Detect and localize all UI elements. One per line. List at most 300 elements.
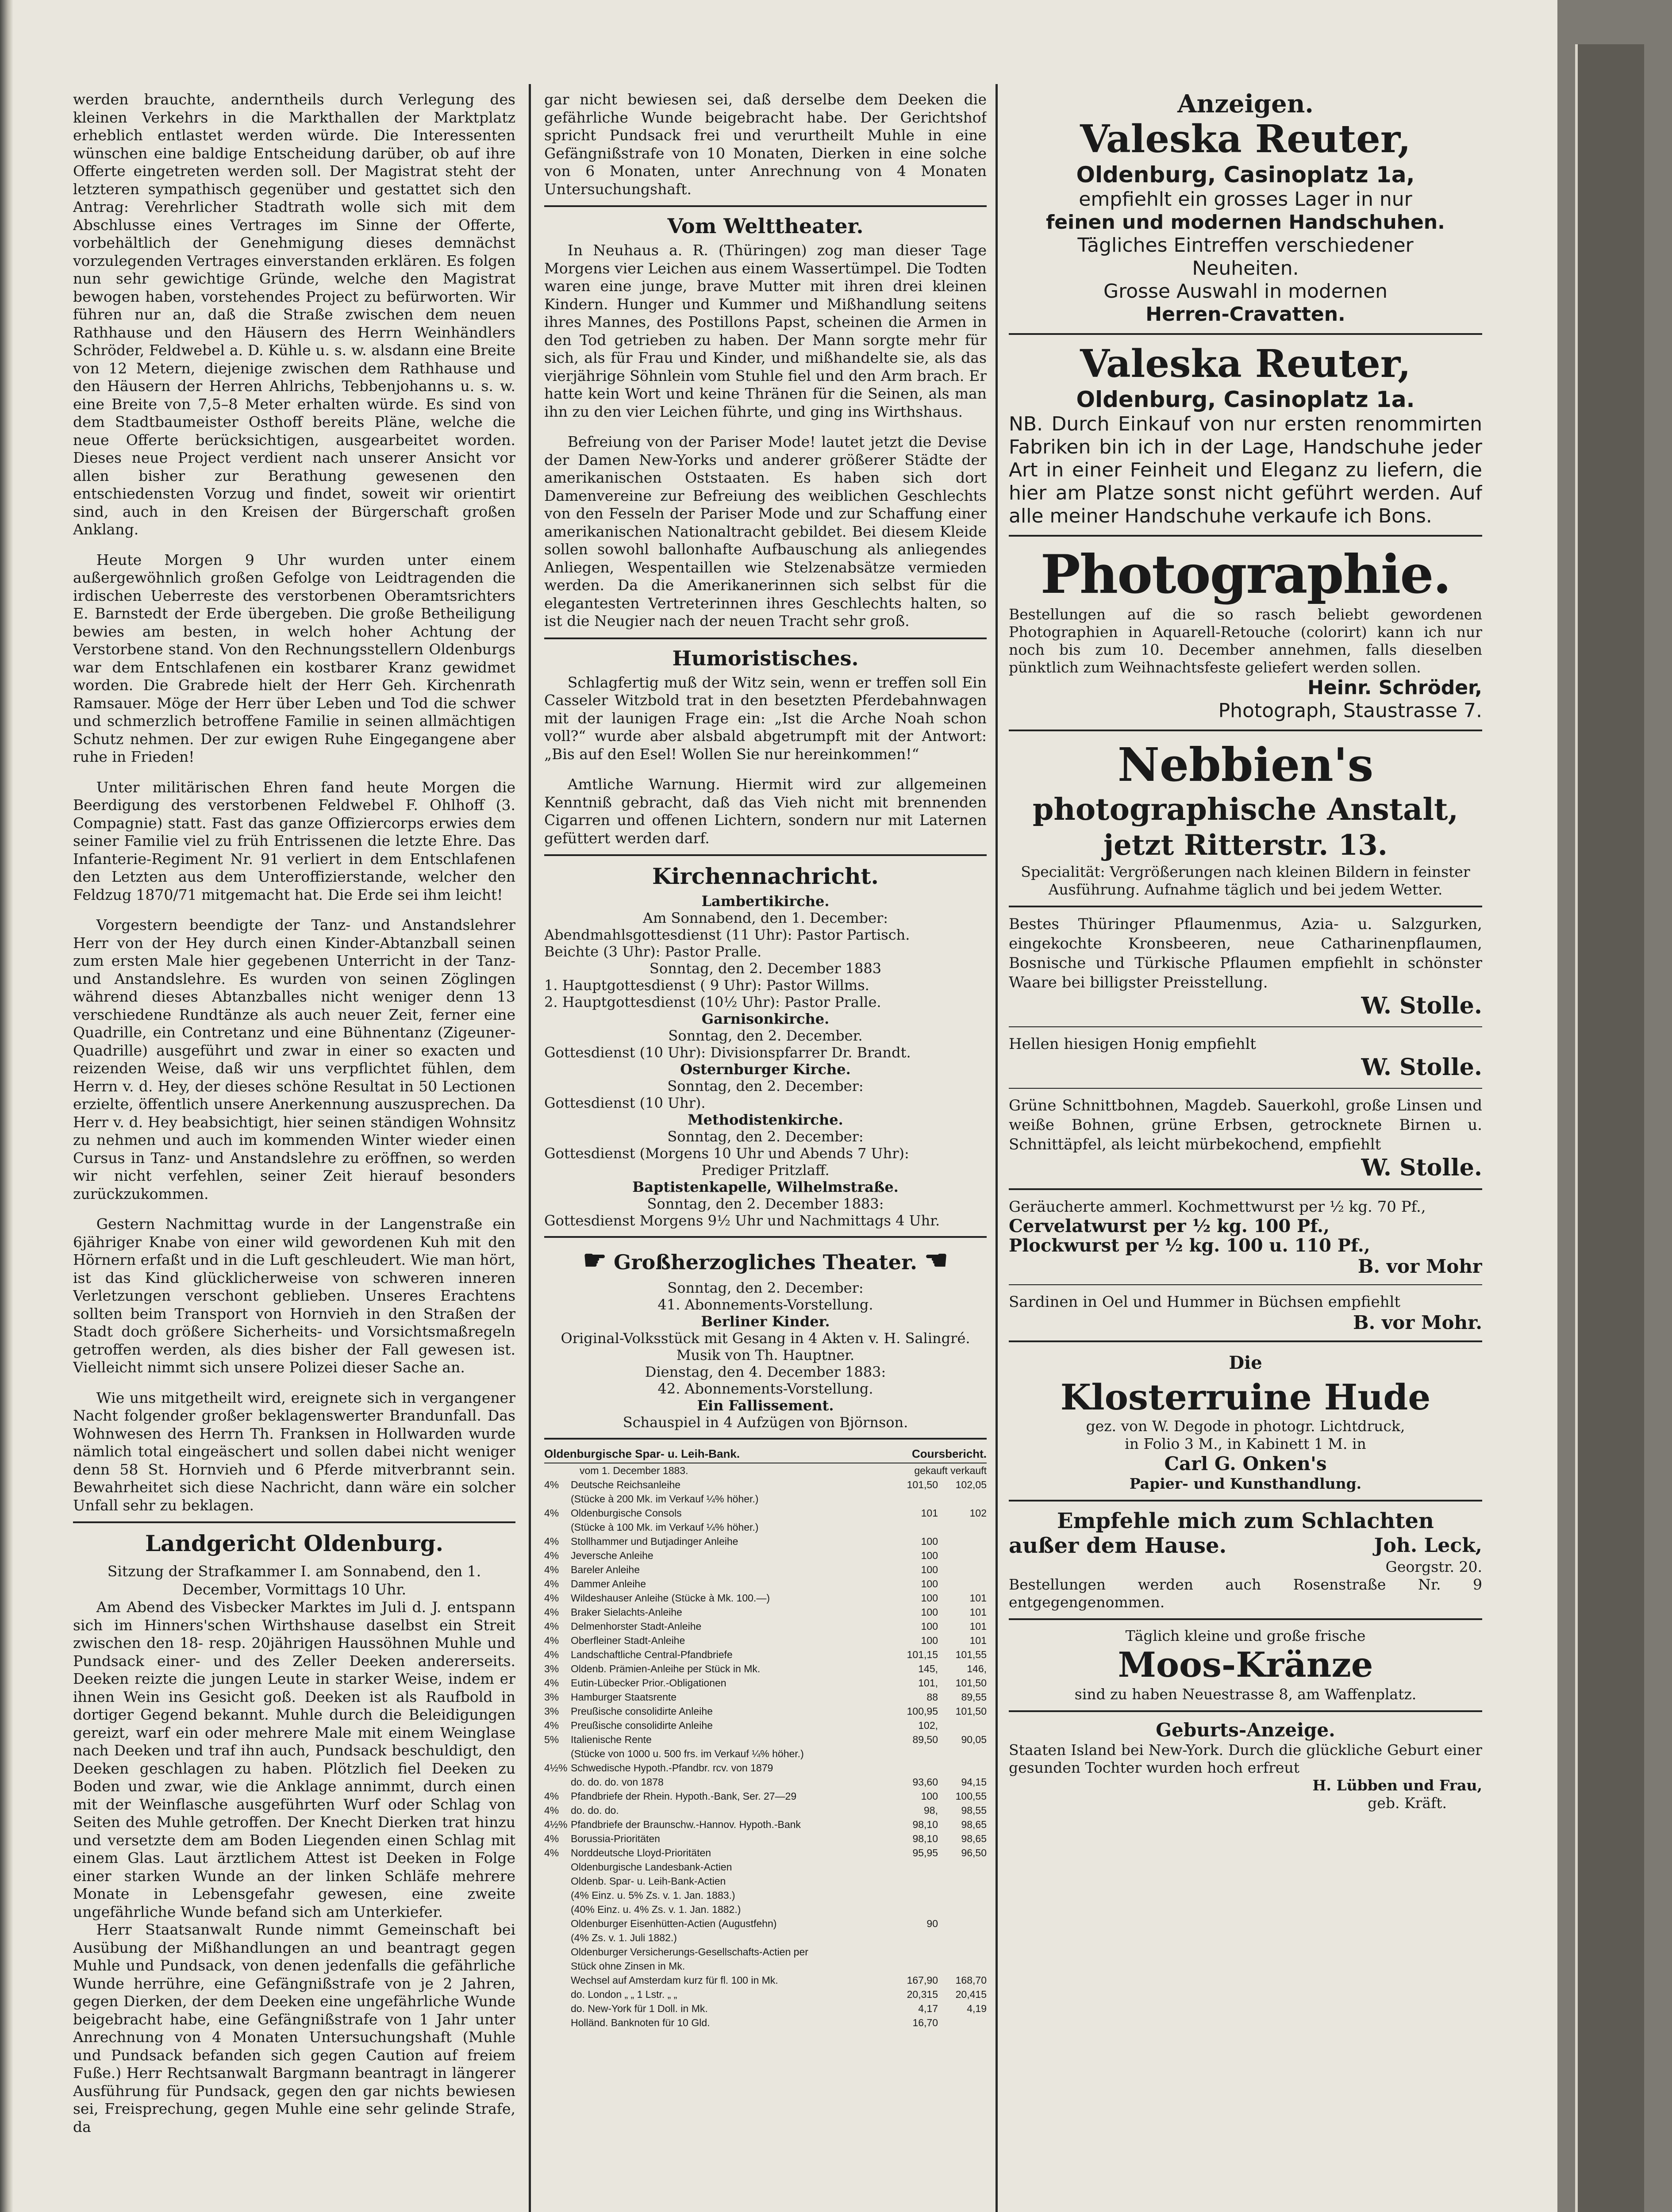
rate-cell [544, 1916, 571, 1931]
bid-cell: 100 [921, 1606, 938, 1618]
ad-reuter-line: Grosse Auswahl in modernen [1103, 280, 1388, 303]
ad-stolle-text: Bestes Thüringer Pflaumenmus, Azia- u. Salzgurken, eingekochte Kronsbeeren, neue Catharinenpflaumen, Bosnische und Türkische Pflaumen empfiehlt in schönster Waare bei billigster Preisstellung. [1009, 915, 1482, 991]
section-divider [544, 1438, 987, 1440]
ask-cell [938, 1916, 987, 1931]
ask-cell [938, 1874, 987, 1888]
table-row [544, 1817, 987, 1832]
ad-geburt-signature: H. Lübben und Frau, [1312, 1777, 1482, 1794]
ad-moos-title: Moos-Kränze [1118, 1645, 1373, 1685]
ask-cell: 100,55 [955, 1790, 987, 1802]
ask-cell: 4,19 [967, 2003, 987, 2014]
name-cell: Wechsel auf Amsterdam kurz für fl. 100 in Mk. [571, 1974, 778, 1986]
name-cell: Pfandbriefe der Braunschw.-Hannov. Hypoth.-Bank [571, 1819, 801, 1830]
table-row [544, 1718, 987, 1732]
article-markthallen-continued: werden brauchte, anderntheils durch Verlegung des kleinen Verkehrs in die Markthallen der Marktplatz erheblich entlastet werden würde. Die Interessenten wünschen eine baldige Entscheidung darüber, ob auf ihre Offerte eingetreten werden soll. Der Magistrat steht der letzteren sympathisch gegenüber und gestattet sich den Antrag: Verehrlicher Stadtrath wolle sich mit dem Abschlusse eines Vertrages im Sinne der Offerte, vorbehältlich der Genehmigung dieses demnächst vorzulegenden Vertrages einverstanden erklären. Es folgen nun sehr gewichtige Gründe, welche den Magistrat bewogen haben, vorstehendes Project zu befürworten. Wir führen nur an, daß die Straße zwischen dem neuen Rathhause und den Häusern des Herrn Weinhändlers Schröder, Feldwebel a. D. Kühle u. s. w. alsdann eine Breite von 12 Metern, diejenige zwischen dem Rathhause und den Häusern der Herren Ahlrichs, Tebbenjohanns u. s. w. eine Breite von 7,5–8 Meter erhalten würde. Es sind von dem Stadtbaumeister Osthoff bereits Pläne, welche die neue Offerte berücksichtigen, ausgearbeitet worden. Dieses neue Project verdient nach unserer Ansicht vor allen bisher zur Berathung gewesenen den entschiedensten Vorzug und findet, soweit wir orientirt sind, auch in den Kreisen der Bürgerschaft großen Anklang. [73, 91, 515, 538]
ad-valeska-reuter-2 [1009, 342, 1482, 528]
ask-cell [938, 1520, 987, 1534]
name-cell: Dammer Anleihe [571, 1578, 646, 1590]
ad-kloster-firm-sub: Papier- und Kunsthandlung. [1129, 1475, 1362, 1492]
list-item: Prediger Pritzlaff. [701, 1162, 830, 1179]
article-fire: Wie uns mitgetheilt wird, ereignete sich in vergangener Nacht folgender großer beklagenswerter Brandunfall. Das Wohnwesen des Herrn Th. Franksen in Hollwarden wurde nämlich total eingeäschert und sollen dabei nicht weniger denn 58 St. Hornvieh und 6 Pferde mitverbrannt sein. Bewahrheitet sich diese Nachricht, dann wäre ein solcher Unfall sehr zu beklagen. [73, 1389, 515, 1514]
table-row [544, 1747, 987, 1761]
ad-stolle-2 [1009, 1034, 1482, 1081]
name-cell: (Stücke von 1000 u. 500 frs. im Verkauf ¼% höher.) [571, 1748, 804, 1759]
bid-cell [889, 1902, 938, 1916]
table-row [544, 1775, 987, 1789]
ad-nebbien-title: Nebbien's [1117, 737, 1374, 792]
ad-divider [1009, 1710, 1482, 1712]
ask-cell: 101 [969, 1592, 987, 1604]
ask-cell [938, 1931, 987, 1945]
table-row [544, 1662, 987, 1676]
list-item: 42. Abonnements-Vorstellung. [657, 1380, 873, 1397]
ad-photo-title: Photographie. [1040, 543, 1451, 606]
ask-cell: 98,55 [961, 1805, 987, 1816]
ad-schlachten-headline-2: außer dem Hause. [1009, 1533, 1227, 1558]
list-item: Gottesdienst (Morgens 10 Uhr und Abends 7 Uhr): [544, 1145, 909, 1162]
name-cell: Italienische Rente [571, 1734, 652, 1745]
list-item: Sonntag, den 2. December 1883: [647, 1195, 884, 1212]
ad-nebbien [1009, 738, 1482, 899]
report-date: vom 1. December 1883. [580, 1465, 688, 1476]
rate-cell: 4% [544, 1621, 559, 1632]
exchange-rate-rows [544, 1478, 987, 2030]
ad-schlachten-text: Bestellungen werden auch Rosenstraße Nr. 9 entgegengenommen. [1009, 1576, 1482, 1611]
rate-cell: 5% [544, 1734, 559, 1745]
joke-schlagfertig: Schlagfertig muß der Witz sein, wenn er treffen soll Ein Casseler Witzbold trat in den besetzten Pferdebahnwagen mit der launigen Frage ein: „Ist die Arche Noah schon voll?“ wurde aber alsbald abgetrumpft mit der Antwort: „Bis auf den Esel! Wollen Sie nur hereinkommen!“ [544, 673, 987, 763]
ask-cell [938, 1718, 987, 1732]
rate-cell: 3% [544, 1663, 559, 1674]
ask-cell: 98,65 [961, 1833, 987, 1844]
ad-divider [1009, 333, 1482, 335]
ad-nebbien-address: jetzt Ritterstr. 13. [1103, 829, 1388, 862]
ask-cell: 20,415 [955, 1989, 987, 2000]
name-cell: Stollhammer und Butjadinger Anleihe [571, 1536, 738, 1547]
exchange-rate-table [544, 1447, 987, 2030]
name-cell: Oldenb. Prämien-Anleihe per Stück in Mk. [571, 1663, 761, 1674]
list-item: 1. Hauptgottesdienst ( 9 Uhr): Pastor Willms. [544, 977, 869, 994]
ad-schlachten [1009, 1509, 1482, 1611]
rate-cell [544, 1931, 571, 1945]
list-item: Gottesdienst (10 Uhr): Divisionspfarrer Dr. Brandt. [544, 1044, 911, 1061]
article-neuhaus: In Neuhaus a. R. (Thüringen) zog man dieser Tage Morgens vier Leichen aus einem Wassertümpel. Die Todten waren eine junge, brave Mutter mit ihren drei kleinen Kindern. Hunger und Kummer und Mißhandlung seitens ihres Mannes, des Postillons Papst, scheinen die Armen in den Tod getrieben zu haben. Der Mann sorgte mehr für sich, als für Frau und Kinder, und mißhandelte sie, als das vierjährige Söhnlein vom Stuhle fiel und den Arm brach. Er hatte kein Wort und keine Thränen für die Seinen, als man ihn zu den vier Leichen führte, und ging ins Wirthshaus. [544, 242, 987, 420]
bid-cell: 100 [921, 1564, 938, 1575]
rate-cell [544, 2001, 571, 2016]
list-item: Gottesdienst (10 Uhr). [544, 1094, 706, 1111]
ad-stolle-signature: W. Stolle. [1361, 992, 1482, 1019]
name-cell: Oldenburgische Consols [571, 1507, 682, 1519]
ad-stolle-signature: W. Stolle. [1361, 1154, 1482, 1181]
book-cover-edge [1575, 44, 1644, 2212]
table-row [544, 1846, 987, 1860]
bid-cell: 100 [921, 1621, 938, 1632]
list-item: Beichte (3 Uhr): Pastor Pralle. [544, 943, 762, 960]
table-row [544, 1874, 987, 1888]
ask-cell: 98,65 [961, 1819, 987, 1830]
name-cell: Stück ohne Zinsen in Mk. [571, 1960, 685, 1972]
table-row [544, 1789, 987, 1803]
ask-cell: 146, [967, 1663, 987, 1674]
rate-cell: 3% [544, 1705, 559, 1717]
ad-divider [1009, 535, 1482, 537]
list-item: Sonntag, den 2. December: [667, 1128, 864, 1145]
name-cell: (Stücke à 200 Mk. im Verkauf ¼% höher.) [571, 1493, 759, 1505]
column-2 [544, 91, 987, 2030]
name-cell: Delmenhorster Stadt-Anleihe [571, 1621, 702, 1632]
bid-cell [889, 1860, 938, 1874]
list-heading: Ein Fallissement. [697, 1397, 834, 1414]
bid-cell [889, 1931, 938, 1945]
ad-kloster-die: Die [1229, 1352, 1262, 1373]
table-row [544, 1619, 987, 1633]
ad-divider [1009, 1284, 1482, 1285]
ask-cell: 101,55 [955, 1649, 987, 1660]
article-pariser-mode: Befreiung von der Pariser Mode! lautet jetzt die Devise der Damen New-Yorks und anderer größerer Städte der amerikanischen Oststaaten. Es haben sich dort Damenvereine zur Befreiung des weiblichen Geschlechts von den Fesseln der Pariser Mode und zur Schaffung einer amerikanischen Nationaltracht gebildet. Bei diesem Kleide sollen sowohl ballonhafte Aufbauschung als anliegendes Anliegen, Wespentaillen wie Stelzenabsätze vermieden werden. Da die Amerikanerinnen sich selbst für die elegantesten Vertreterinnen ihres Geschlechts halten, so ist die Neugier nach der neuen Tracht sehr groß. [544, 433, 987, 630]
list-item: 2. Hauptgottesdienst (10½ Uhr): Pastor Pralle. [544, 994, 881, 1010]
rate-cell: 4% [544, 1720, 559, 1731]
rate-cell [544, 1987, 571, 2001]
ad-moos-kraenze [1009, 1627, 1482, 1703]
bid-cell [889, 1945, 938, 1959]
bid-cell [889, 1874, 938, 1888]
bid-cell: 102, [918, 1720, 938, 1731]
name-cell: Braker Sielachts-Anleihe [571, 1606, 682, 1618]
name-cell: Oldenb. Spar- u. Leih-Bank-Actien [571, 1875, 726, 1887]
name-cell: Schwedische Hypoth.-Pfandbr. rcv. von 1879 [571, 1762, 773, 1774]
ad-mohr-signature: B. vor Mohr. [1353, 1312, 1482, 1333]
ask-cell: 101 [969, 1621, 987, 1632]
table-row [544, 1931, 987, 1945]
ask-cell: 101 [969, 1606, 987, 1618]
bid-cell: 95,95 [912, 1847, 938, 1859]
table-row [544, 1478, 987, 1492]
list-item: Sonntag, den 2. December: [667, 1279, 864, 1296]
name-cell: Bareler Anleihe [571, 1564, 640, 1575]
ask-cell: 89,55 [961, 1691, 987, 1703]
page-binding-shadow [0, 0, 13, 2212]
section-divider [544, 637, 987, 639]
bid-cell: 100 [921, 1592, 938, 1604]
ask-cell [938, 1577, 987, 1591]
section-title-kirchen: Kirchennachricht. [652, 863, 879, 889]
list-item: Schauspiel in 4 Aufzügen von Björnson. [623, 1414, 908, 1431]
bid-cell [889, 1761, 938, 1775]
ad-reuter-address: Oldenburg, Casinoplatz 1a. [1076, 387, 1415, 412]
bid-cell: 20,315 [907, 1989, 938, 2000]
joke-amtliche-warnung: Amtliche Warnung. Hiermit wird zur allgemeinen Kenntniß gebracht, daß das Vieh nicht mit brennenden Cigarren und offenen Lichtern, sondern nur mit Laternen gefüttert werden darf. [544, 776, 987, 847]
bid-cell: 98, [924, 1805, 938, 1816]
list-item: Abendmahlsgottesdienst (11 Uhr): Pastor Partisch. [544, 926, 910, 943]
ad-reuter-line: Herren-Cravatten. [1145, 303, 1345, 326]
table-row [544, 1506, 987, 1520]
ad-reuter-line: empfiehlt ein grosses Lager in nur [1079, 188, 1412, 211]
ask-cell [938, 1959, 987, 1973]
ad-photo-text: Bestellungen auf die so rasch beliebt gewordenen Photographien in Aquarell-Retouche (colorirt) kann ich nur noch bis zum 10. December annehmen, falls dieselben pünktlich zum Weihnachtsfeste geliefert werden sollen. [1009, 606, 1482, 676]
bid-cell: 100,95 [907, 1705, 938, 1717]
report-title: Coursbericht. [911, 1447, 987, 1460]
ad-reuter-name: Valeska Reuter, [1080, 117, 1411, 161]
ad-photographie [1009, 544, 1482, 722]
column-divider-1 [529, 84, 531, 2212]
church-service-list [544, 893, 987, 1229]
table-row [544, 1704, 987, 1718]
section-title-welttheater: Vom Welttheater. [667, 214, 864, 238]
list-heading: Lambertikirche. [701, 893, 830, 910]
ad-moos-post: sind zu haben Neuestrasse 8, am Waffenplatz. [1074, 1686, 1417, 1703]
ad-nebbien-text: Specialität: Vergrößerungen nach kleinen Bildern in feinster Ausführung. Aufnahme täglich und bei jedem Wetter. [1021, 863, 1470, 898]
ad-schlachten-row [1009, 1533, 1482, 1558]
rate-cell [544, 1888, 571, 1902]
court-report-part2: Herr Staatsanwalt Runde nimmt Gemeinschaft bei Ausübung der Mißhandlungen an und beantragt gegen Muhle und Pundsack, von denen jedenfalls die gefährliche Wunde herrühre, eine Gefängnißstrafe von je 2 Jahren, gegen Dierken, der dem Deeken eine ungefährliche Wunde beigebracht habe, eine Gefängnißstrafe von 1 Jahr unter Anrechnung von 4 Monaten Untersuchungshaft (Muhle und Pundsack befanden sich gegen Caution auf freiem Fuße.) Herr Rechtsanwalt Bargmann beantragt in längerer Ausführung für Pundsack, gegen den gar nichts bewiesen sei, Freisprechung, gegen Muhle eine sehr gelinde Strafe, da [73, 1921, 515, 2135]
rate-cell [544, 1902, 571, 1916]
table-row [544, 1647, 987, 1662]
list-item: Sonntag, den 2. December. [668, 1027, 863, 1044]
ask-cell [938, 1761, 987, 1775]
list-item: Sonntag, den 2. December: [667, 1078, 864, 1094]
name-cell: do. do. do. von 1878 [571, 1776, 664, 1788]
ad-vor-mohr-wurst [1009, 1197, 1482, 1277]
ad-mohr-signature: B. vor Mohr [1357, 1256, 1482, 1277]
list-heading: Osternburger Kirche. [680, 1061, 851, 1078]
table-row [544, 1916, 987, 1931]
ad-geburt-text: Staaten Island bei New-York. Durch die glückliche Geburt einer gesunden Tochter wurden hoch erfreut [1009, 1741, 1482, 1776]
name-cell: Preußische consolidirte Anleihe [571, 1705, 713, 1717]
article-barnstedt-funeral: Heute Morgen 9 Uhr wurden unter einem außergewöhnlich großen Gefolge von Leidtragenden die irdischen Ueberreste des verstorbenen Oberamtsrichters E. Barnstedt der Erde übergeben. Die große Betheiligung bewies am besten, in welch hoher Achtung der Verstorbene stand. Von den Rechnungsstellern Oldenburgs war dem Entschlafenen ein kostbarer Kranz gewidmet worden. Die Grabrede hielt der Herr Geh. Kirchenrath Ramsauer. Möge der Herr über Leben und Tod die schwer und schmerzlich betroffene Familie in seinen allmächtigen Schutz nehmen. Der zur ewigen Ruhe Eingegangene aber ruhe in Frieden! [73, 551, 515, 765]
ask-cell [938, 2016, 987, 2030]
rate-cell [544, 2016, 571, 2030]
bid-cell: 100 [921, 1635, 938, 1646]
article-dance-teacher: Vorgestern beendigte der Tanz- und Anstandslehrer Herr von der Hey durch einen Kinder-Abtanzball seinen zum ersten Male hier gegebenen Unterricht in der Tanz- und Anstandslehre. Es wurden von seinen Zöglingen während dieses Abtanzballes nicht weniger denn 13 verschiedene Rundtänze als auch neuer Zeit, ferner eine Quadrille, ein Contretanz und eine Bühnentanz (Zigeuner-Quadrille) ausgeführt und zwar in einer so exacten und reizenden Weise, daß wir uns verpflichtet fühlen, dem Herrn v. d. Hey, der dieses schöne Resultat in 50 Lectionen erzielte, öffentlich unsere Anerkennung auszusprechen. Da Herr v. d. Hey beabsichtigt, hier seinen ständigen Wohnsitz zu nehmen und auch im kommenden Winter wieder einen Cursus in Tanz- und Anstandslehre zu eröffnen, so werden wir nicht verfehlen, seiner Zeit hierauf besonders zurückzukommen. [73, 916, 515, 1202]
ad-divider [1009, 1088, 1482, 1089]
list-heading: Baptistenkapelle, Wilhelmstraße. [632, 1179, 899, 1195]
bid-cell: 89,50 [912, 1734, 938, 1745]
ask-cell: 90,05 [961, 1734, 987, 1745]
ad-geburt-signature-2: geb. Kräft. [1368, 1794, 1447, 1812]
ad-schlachten-address: Georgstr. 20. [1385, 1558, 1482, 1575]
table-row [544, 1860, 987, 1874]
rate-cell [544, 1945, 571, 1959]
ad-divider [1009, 1188, 1482, 1190]
list-item: Am Sonnabend, den 1. December: [642, 910, 888, 926]
name-cell: Oldenburger Eisenhütten-Actien (Augustfehn) [571, 1918, 777, 1929]
rate-cell: 3% [544, 1691, 559, 1703]
table-row [544, 1959, 987, 1973]
rate-cell: 4% [544, 1677, 559, 1689]
name-cell: Oberfleiner Stadt-Anleihe [571, 1635, 685, 1646]
ad-wurst-line: Plockwurst per ½ kg. 100 u. 110 Pf., [1009, 1235, 1370, 1256]
list-item: 41. Abonnements-Vorstellung. [657, 1296, 873, 1313]
court-session-line: Sitzung der Strafkammer I. am Sonnabend, den 1. December, Vormittags 10 Uhr. [107, 1563, 481, 1598]
bid-cell: 101, [918, 1677, 938, 1689]
rate-cell [544, 1959, 571, 1973]
name-cell: do. New-York für 1 Doll. in Mk. [571, 2003, 708, 2014]
ask-cell [938, 1548, 987, 1563]
bid-cell: 167,90 [907, 1974, 938, 1986]
ask-cell [938, 1860, 987, 1874]
rate-cell: 4% [544, 1592, 559, 1604]
ask-cell [938, 1492, 987, 1506]
rate-cell: 4% [544, 1479, 559, 1490]
ad-reuter-line: feinen und modernen Handschuhen. [1046, 211, 1445, 234]
ad-reuter-text: NB. Durch Einkauf von nur ersten renommirten Fabriken bin ich in der Lage, Handschuhe jeder Art in einer Feinheit und Eleganz zu liefern, die hier am Platze sonst nicht geführt werden. Auf alle meiner Handschuhe verkaufe ich Bons. [1009, 413, 1482, 527]
rate-cell: 4% [544, 1635, 559, 1646]
ask-cell: 168,70 [955, 1974, 987, 1986]
ask-cell: 102,05 [955, 1479, 987, 1490]
rate-cell: 4% [544, 1833, 559, 1844]
rate-cell: 4% [544, 1578, 559, 1590]
ad-moos-pre: Täglich kleine und große frische [1125, 1627, 1366, 1644]
ask-cell: 101,50 [955, 1677, 987, 1689]
ad-geburt-title: Geburts-Anzeige. [1156, 1719, 1335, 1741]
ad-reuter-address: Oldenburg, Casinoplatz 1a, [1076, 162, 1415, 188]
court-report-end: gar nicht bewiesen sei, daß derselbe dem Deeken die gefährliche Wunde beigebracht habe. Der Gerichtshof spricht Pundsack frei und verurtheilt Muhle in eine Gefängnißstrafe von 10 Monaten, Dierken in eine solche von 6 Monaten, unter Anrechnung von 4 Monaten Untersuchungshaft. [544, 91, 987, 198]
court-report-part1: Am Abend des Visbecker Marktes im Juli d. J. entspann sich im Hinners'schen Wirthshause daselbst ein Streit zwischen den 18- resp. 20jährigen Haussöhnen Muhle und Pundsack einer- und des Zeller Deeken andererseits. Deeken reizte die jungen Leute in starker Weise, indem er ihnen Wein ins Gesicht goß. Deeken ist als Raufbold in dortiger Gegend bekannt. Muhle durch die Beleidigungen gereizt, warf ein oder mehrere Male mit einem Weinglase nach Deeken und traf ihn auch, Pundsack beschuldigt, den Deeken geschlagen zu haben. Plötzlich fiel Deeken zu Boden und zwar, wie die Anklage annimmt, durch einen mit der Weinflasche ausgeführten Wurf oder Schlag von Seiten des Muhle getroffen. Der Knecht Dierken trat hinzu und versetzte dem am Boden Liegenden einen Schlag mit einem Glas. Laut ärztlichem Attest ist Deeken in Folge einer starken Wunde an der linken Schläfe mehrere Monate in Lebensgefahr gewesen, eine zweite ungefährliche Wunde befand sich am Unterkiefer. [73, 1598, 515, 1920]
ask-cell [938, 1747, 987, 1761]
ask-cell: 101 [969, 1635, 987, 1646]
scan-background-frame [1557, 0, 1672, 2212]
name-cell: Landschaftliche Central-Pfandbriefe [571, 1649, 733, 1660]
list-heading: Berliner Kinder. [701, 1313, 830, 1330]
table-row [544, 1803, 987, 1817]
ad-stolle-3 [1009, 1096, 1482, 1181]
ad-kloster-text: in Folio 3 M., in Kabinett 1 M. in [1125, 1435, 1366, 1452]
list-item: Original-Volksstück mit Gesang in 4 Akten v. H. Salingré. [561, 1330, 970, 1347]
list-heading: Methodistenkirche. [688, 1111, 843, 1128]
ask-cell [938, 1888, 987, 1902]
pointing-hand-icon: ☛ [583, 1245, 607, 1276]
section-divider [544, 854, 987, 856]
name-cell: Holländ. Banknoten für 10 Gld. [571, 2017, 710, 2028]
article-ohlhoff-funeral: Unter militärischen Ehren fand heute Morgen die Beerdigung des verstorbenen Feldwebel F. Ohlhoff (3. Compagnie) statt. Fast das ganze Offiziercorps erwies dem seiner Familie viel zu früh Entrissenen die letzte Ehre. Das Infanterie-Regiment Nr. 91 verliert in dem Entschlafenen den Letzten aus dem Unteroffizierstande, welcher den Feldzug 1870/71 mitgemacht hat. Die Erde sei ihm leicht! [73, 778, 515, 903]
ad-kloster-text: gez. von W. Degode in photogr. Lichtdruck, [1086, 1417, 1405, 1435]
bank-name: Oldenburgische Spar- u. Leih-Bank. [544, 1447, 740, 1460]
article-wild-cow: Gestern Nachmittag wurde in der Langenstraße ein 6jähriger Knabe von einer wild gewordenen Kuh mit den Hörnern erfaßt und in die Luft geschleudert. Wie man hört, ist das Kind glücklicherweise von schweren inneren Verletzungen verschont geblieben. Unseres Erachtens sollten beim Transport von Hornvieh in den Straßen der Stadt doch größere Sicherheits- und Vorsichtsmaßregeln getroffen werden, als dies bisher der Fall gewesen ist. Vielleicht nimmt sich unsere Polizei dieser Sache an. [73, 1215, 515, 1376]
rate-cell: 4% [544, 1649, 559, 1660]
bid-cell [889, 1888, 938, 1902]
rate-cell [544, 1492, 571, 1506]
name-cell: do. London „ „ 1 Lstr. „ „ [571, 1989, 677, 2000]
bid-cell: 4,17 [918, 2003, 938, 2014]
ad-divider [1009, 1026, 1482, 1027]
section-title-humor: Humoristisches. [672, 646, 859, 670]
ad-schlachten-signature: Joh. Leck, [1374, 1534, 1482, 1557]
ad-stolle-1 [1009, 914, 1482, 1019]
ad-photo-signature: Heinr. Schröder, [1307, 676, 1482, 699]
column-headings: gekauft verkauft [914, 1465, 987, 1476]
name-cell: (40% Einz. u. 4% Zs. v. 1. Jan. 1882.) [571, 1904, 741, 1915]
ad-reuter-line: Tägliches Eintreffen verschiedener [1077, 234, 1414, 257]
table-row [544, 1492, 987, 1506]
column-1 [73, 91, 515, 2136]
ads-heading: Anzeigen. [1177, 91, 1314, 119]
rate-cell [544, 1775, 571, 1789]
rate-cell: 4% [544, 1606, 559, 1618]
ad-geburts-anzeige [1009, 1719, 1482, 1812]
table-row [544, 1690, 987, 1704]
name-cell: Hamburger Staatsrente [571, 1691, 677, 1703]
ad-sardinen-text: Sardinen in Oel und Hummer in Büchsen empfiehlt [1009, 1293, 1401, 1311]
ad-divider [1009, 1618, 1482, 1620]
ask-cell [938, 1534, 987, 1548]
ask-cell: 101,50 [955, 1705, 987, 1717]
bid-cell: 16,70 [912, 2017, 938, 2028]
rate-cell [544, 1860, 571, 1874]
bid-cell [889, 1492, 938, 1506]
name-cell: Preußische consolidirte Anleihe [571, 1720, 713, 1731]
ad-nebbien-subtitle: photographische Anstalt, [1032, 792, 1459, 827]
table-row [544, 1591, 987, 1605]
table-row [544, 1548, 987, 1563]
section-title-theater [544, 1245, 987, 1276]
table-row [544, 2016, 987, 2030]
table-row [544, 1520, 987, 1534]
name-cell: Oldenburger Versicherungs-Gesellschafts-Actien per [571, 1946, 808, 1958]
ad-wurst-line: Geräucherte ammerl. Kochmettwurst per ½ kg. 70 Pf., [1009, 1198, 1426, 1216]
ad-stolle-honig: Hellen hiesigen Honig empfiehlt [1009, 1035, 1256, 1053]
list-item: Musik von Th. Hauptner. [676, 1347, 855, 1363]
bid-cell: 90 [926, 1918, 938, 1929]
table-row [544, 1732, 987, 1747]
rate-cell [544, 1520, 571, 1534]
ask-cell: 94,15 [961, 1776, 987, 1788]
ask-cell: 96,50 [961, 1847, 987, 1859]
table-row [544, 1605, 987, 1619]
rate-cell: 4½% [544, 1762, 568, 1774]
name-cell: Eutin-Lübecker Prior.-Obligationen [571, 1677, 726, 1689]
name-cell: (Stücke à 100 Mk. im Verkauf ¼% höher.) [571, 1521, 759, 1533]
table-row [544, 1832, 987, 1846]
name-cell: Borussia-Prioritäten [571, 1833, 660, 1844]
list-item: Dienstag, den 4. December 1883: [645, 1363, 886, 1380]
theater-title-text: Großherzogliches Theater. [614, 1250, 917, 1274]
ask-cell [938, 1563, 987, 1577]
table-row [544, 1633, 987, 1647]
table-row [544, 1987, 987, 2001]
ad-reuter-name: Valeska Reuter, [1080, 342, 1411, 386]
list-item: Gottesdienst Morgens 9½ Uhr und Nachmittags 4 Uhr. [544, 1212, 940, 1229]
bid-cell: 100 [921, 1790, 938, 1802]
bid-cell: 101,15 [907, 1649, 938, 1660]
ad-reuter-line: Neuheiten. [1192, 257, 1299, 280]
ad-divider [1009, 1500, 1482, 1502]
name-cell: do. do. do. [571, 1805, 619, 1816]
bid-cell: 88 [926, 1691, 938, 1703]
name-cell: Norddeutsche Lloyd-Prioritäten [571, 1847, 711, 1859]
table-row [544, 1973, 987, 1987]
rate-cell: 4% [544, 1550, 559, 1561]
bid-cell [889, 1959, 938, 1973]
rate-cell: 4% [544, 1507, 559, 1519]
bid-cell: 145, [918, 1663, 938, 1674]
rate-cell: 4½% [544, 1819, 568, 1830]
column-3-advertisements [1009, 91, 1482, 1812]
bid-cell: 101,50 [907, 1479, 938, 1490]
rate-cell [544, 1747, 571, 1761]
ad-kloster-title: Klosterruine Hude [1060, 1376, 1431, 1418]
rate-cell [544, 1973, 571, 1987]
rate-cell: 4% [544, 1805, 559, 1816]
ad-valeska-reuter-1 [1009, 117, 1482, 326]
theater-program-list [544, 1279, 987, 1431]
table-row [544, 1534, 987, 1548]
ad-schlachten-headline: Empfehle mich zum Schlachten [1057, 1509, 1434, 1533]
ad-vor-mohr-sardinen [1009, 1292, 1482, 1333]
bid-cell [889, 1747, 938, 1761]
bid-cell: 101 [921, 1507, 938, 1519]
name-cell: (4% Zs. v. 1. Juli 1882.) [571, 1932, 677, 1943]
list-heading: Garnisonkirche. [701, 1010, 830, 1027]
name-cell: Deutsche Reichsanleihe [571, 1479, 681, 1490]
